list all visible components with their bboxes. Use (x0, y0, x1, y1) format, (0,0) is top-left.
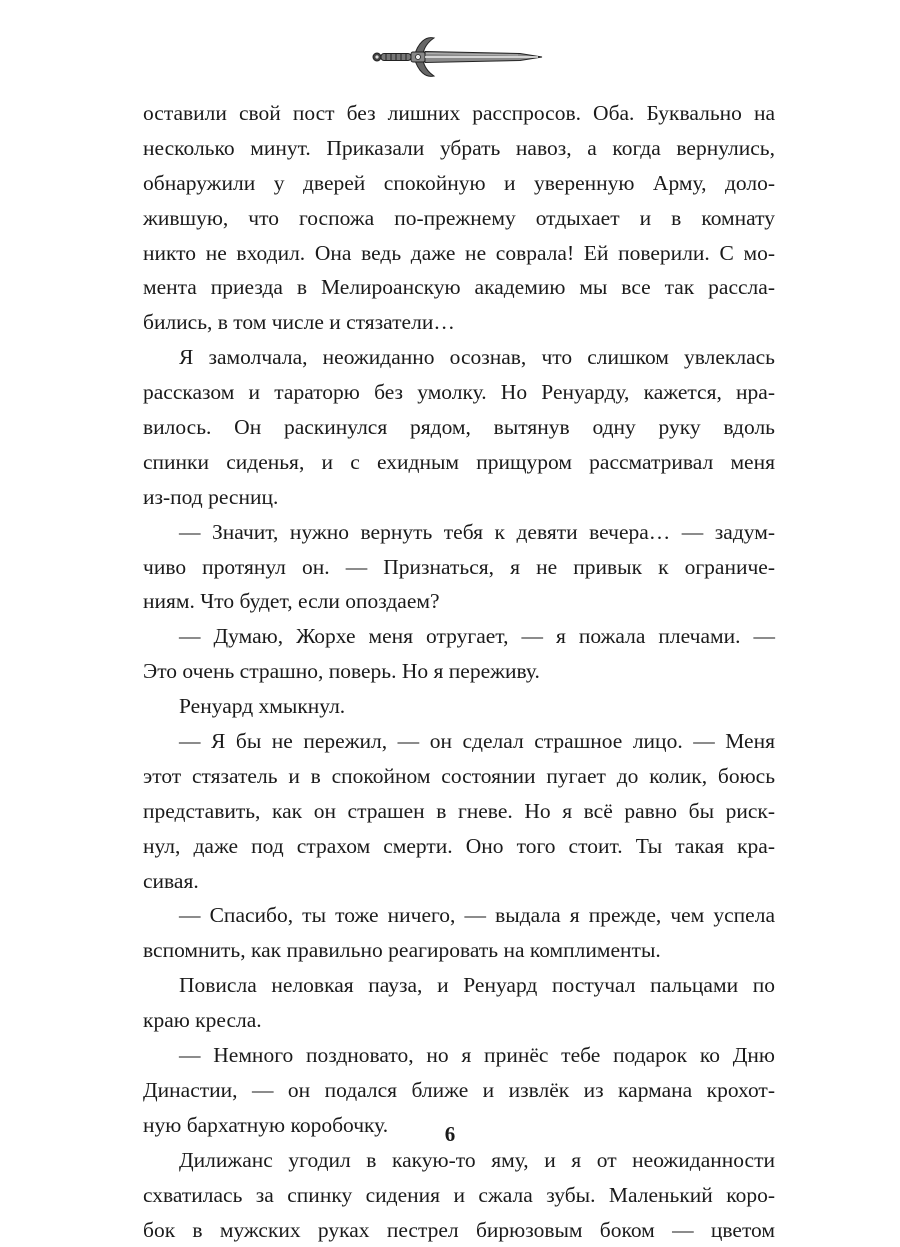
text-line: — Думаю, Жорхе меня отругает, — я пожала плечами. — (143, 619, 775, 654)
text-line: вилось. Он раскинулся рядом, вытянув одну руку вдоль (143, 410, 775, 445)
text-line: из-под ресниц. (143, 480, 775, 515)
text-line: краю кресла. (143, 1003, 775, 1038)
text-line: этот стязатель и в спокойном состоянии пугает до колик, боюсь (143, 759, 775, 794)
text-line: чиво протянул он. — Признаться, я не привык к ограниче- (143, 550, 775, 585)
text-line: — Я бы не пережил, — он сделал страшное лицо. — Меня (143, 724, 775, 759)
text-line: Династии, — он подался ближе и извлёк из кармана крохот- (143, 1073, 775, 1108)
text-line: обнаружили у дверей спокойную и уверенную Арму, доло- (143, 166, 775, 201)
text-line: рассказом и тараторю без умолку. Но Ренуарду, кажется, нра- (143, 375, 775, 410)
text-line: вспомнить, как правильно реагировать на комплименты. (143, 933, 775, 968)
text-line: бок в мужских руках пестрел бирюзовым боком — цветом (143, 1213, 775, 1247)
sword-icon (360, 32, 545, 82)
text-line: несколько минут. Приказали убрать навоз, а когда вернулись, (143, 131, 775, 166)
text-line: мента приезда в Мелироанскую академию мы все так рассла- (143, 270, 775, 305)
text-line: схватилась за спинку сидения и сжала зубы. Маленький коро- (143, 1178, 775, 1213)
text-line: Повисла неловкая пауза, и Ренуард постучал пальцами по (143, 968, 775, 1003)
text-line: оставили свой пост без лишних расспросов. Оба. Буквально на (143, 96, 775, 131)
text-line: представить, как он страшен в гневе. Но я всё равно бы риск- (143, 794, 775, 829)
text-line: Дилижанс угодил в какую-то яму, и я от неожиданности (143, 1143, 775, 1178)
text-line: — Немного поздновато, но я принёс тебе подарок ко Дню (143, 1038, 775, 1073)
text-line: — Спасибо, ты тоже ничего, — выдала я прежде, чем успела (143, 898, 775, 933)
body-text (143, 96, 775, 1247)
text-line: Это очень страшно, поверь. Но я переживу. (143, 654, 775, 689)
text-line: спинки сиденья, и с ехидным прищуром рассматривал меня (143, 445, 775, 480)
text-line: Я замолчала, неожиданно осознав, что слишком увлеклась (143, 340, 775, 375)
text-line: ниям. Что будет, если опоздаем? (143, 584, 775, 619)
text-line: — Значит, нужно вернуть тебя к девяти вечера… — задум- (143, 515, 775, 550)
text-line: Ренуард хмыкнул. (143, 689, 775, 724)
text-line: ную бархатную коробочку. (143, 1108, 775, 1143)
text-line: жившую, что госпожа по-прежнему отдыхает и в комнату (143, 201, 775, 236)
text-line: сивая. (143, 864, 775, 899)
text-line: бились, в том числе и стязатели… (143, 305, 775, 340)
page-number: 6 (0, 1122, 900, 1147)
text-line: нул, даже под страхом смерти. Оно того стоит. Ты такая кра- (143, 829, 775, 864)
text-line: никто не входил. Она ведь даже не соврала! Ей поверили. С мо- (143, 236, 775, 271)
